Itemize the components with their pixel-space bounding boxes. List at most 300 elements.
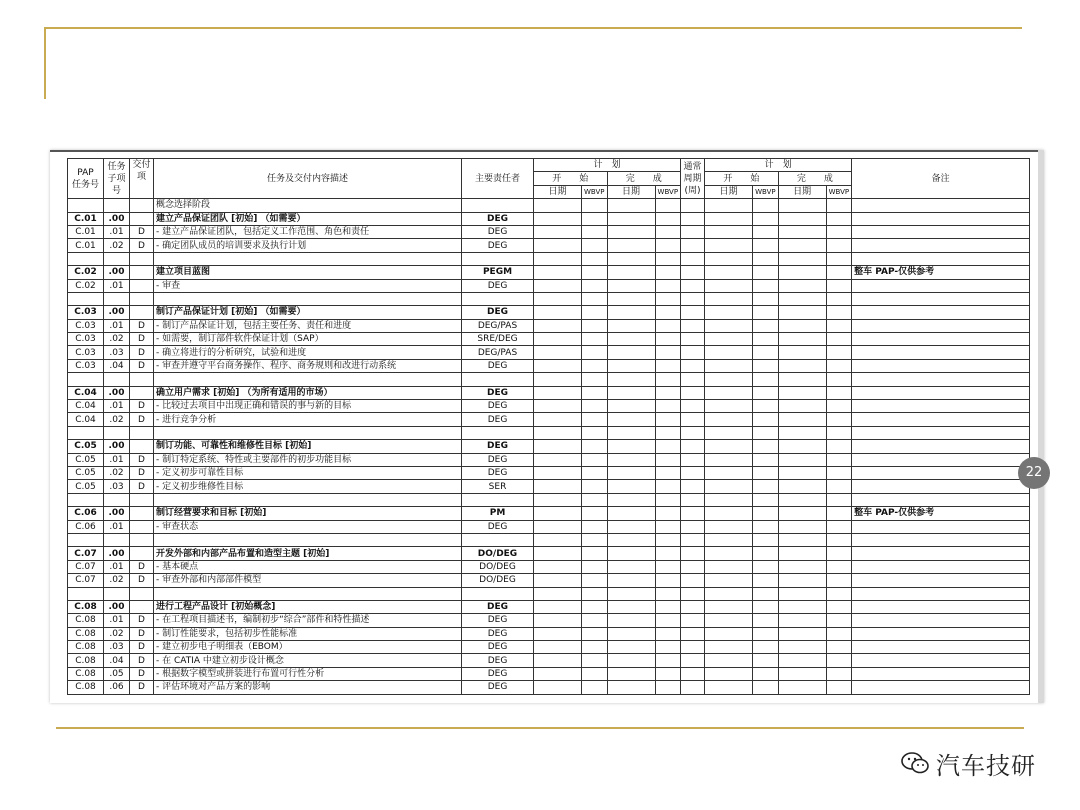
cell-schedule bbox=[753, 279, 779, 292]
cell-schedule bbox=[534, 493, 582, 506]
cell-deliverable bbox=[130, 507, 154, 520]
header-sub-no: 任务 子项 号 bbox=[104, 159, 130, 199]
cell-notes bbox=[852, 279, 1030, 292]
cell-schedule bbox=[534, 400, 582, 413]
cell-sub-no bbox=[104, 292, 130, 305]
cell-description bbox=[154, 373, 462, 386]
cell-notes bbox=[852, 292, 1030, 305]
cell-schedule bbox=[607, 667, 655, 680]
cell-schedule bbox=[655, 346, 681, 359]
cell-description: - 审查状态 bbox=[154, 520, 462, 533]
cell-description: 开发外部和内部产品布置和造型主题 [初始] bbox=[154, 547, 462, 560]
cell-schedule bbox=[607, 507, 655, 520]
cell-schedule bbox=[582, 239, 608, 252]
cell-pap-no: C.08 bbox=[68, 614, 104, 627]
cell-pap-no: C.04 bbox=[68, 400, 104, 413]
cell-owner: DEG bbox=[462, 627, 534, 640]
table-row bbox=[68, 654, 1030, 667]
cell-schedule bbox=[778, 306, 826, 319]
cell-schedule bbox=[607, 373, 655, 386]
cell-schedule bbox=[534, 453, 582, 466]
cell-owner: DEG bbox=[462, 453, 534, 466]
top-decorative-line bbox=[44, 27, 1022, 29]
cell-sub-no: .02 bbox=[104, 413, 130, 426]
cell-schedule bbox=[753, 440, 779, 453]
cell-owner: DEG/PAS bbox=[462, 319, 534, 332]
cell-notes bbox=[852, 641, 1030, 654]
cell-owner bbox=[462, 493, 534, 506]
cell-schedule bbox=[753, 319, 779, 332]
cell-schedule bbox=[826, 641, 852, 654]
cell-deliverable bbox=[130, 386, 154, 399]
cell-schedule bbox=[582, 587, 608, 600]
cell-schedule bbox=[582, 440, 608, 453]
cell-deliverable: D bbox=[130, 400, 154, 413]
header-start-1: 开 始 bbox=[534, 172, 608, 185]
cell-description: - 审查 bbox=[154, 279, 462, 292]
cell-schedule bbox=[753, 654, 779, 667]
cell-pap-no: C.08 bbox=[68, 600, 104, 613]
cell-schedule bbox=[582, 667, 608, 680]
cell-deliverable bbox=[130, 493, 154, 506]
cell-deliverable: D bbox=[130, 333, 154, 346]
cell-schedule bbox=[655, 400, 681, 413]
cell-schedule bbox=[582, 413, 608, 426]
cell-schedule bbox=[826, 252, 852, 265]
cell-deliverable bbox=[130, 600, 154, 613]
cell-schedule bbox=[655, 641, 681, 654]
header-finish-2: 完 成 bbox=[778, 172, 852, 185]
header-cycle: 通常 周期 (周) bbox=[681, 159, 705, 199]
cell-schedule bbox=[826, 346, 852, 359]
cell-sub-no bbox=[104, 533, 130, 546]
cell-schedule bbox=[655, 453, 681, 466]
cell-schedule bbox=[534, 212, 582, 225]
cell-schedule bbox=[655, 225, 681, 238]
cell-owner: DEG bbox=[462, 225, 534, 238]
cell-schedule bbox=[607, 346, 655, 359]
cell-description: - 在 CATIA 中建立初步设计概念 bbox=[154, 654, 462, 667]
cell-schedule bbox=[534, 279, 582, 292]
cell-schedule bbox=[607, 533, 655, 546]
cell-schedule bbox=[607, 252, 655, 265]
cell-schedule bbox=[534, 667, 582, 680]
cell-owner: DEG bbox=[462, 359, 534, 372]
cell-sub-no: .00 bbox=[104, 440, 130, 453]
cell-schedule bbox=[607, 212, 655, 225]
cell-schedule bbox=[655, 654, 681, 667]
cell-notes bbox=[852, 587, 1030, 600]
cell-schedule bbox=[826, 560, 852, 573]
cell-deliverable: D bbox=[130, 319, 154, 332]
cell-schedule bbox=[826, 681, 852, 694]
cell-schedule bbox=[753, 627, 779, 640]
cell-sub-no: .06 bbox=[104, 681, 130, 694]
cell-sub-no: .04 bbox=[104, 654, 130, 667]
cell-schedule bbox=[582, 279, 608, 292]
cell-schedule bbox=[826, 627, 852, 640]
cell-schedule bbox=[681, 400, 705, 413]
cell-owner bbox=[462, 533, 534, 546]
cell-schedule bbox=[681, 266, 705, 279]
table-row bbox=[68, 252, 1030, 265]
cell-sub-no: .00 bbox=[104, 547, 130, 560]
cell-schedule bbox=[753, 333, 779, 346]
cell-schedule bbox=[607, 654, 655, 667]
cell-schedule bbox=[582, 614, 608, 627]
cell-sub-no: .01 bbox=[104, 560, 130, 573]
cell-schedule bbox=[582, 453, 608, 466]
cell-schedule bbox=[534, 266, 582, 279]
cell-schedule bbox=[778, 333, 826, 346]
cell-schedule bbox=[607, 440, 655, 453]
cell-schedule bbox=[655, 574, 681, 587]
cell-schedule bbox=[826, 574, 852, 587]
cell-description: - 制订性能要求，包括初步性能标准 bbox=[154, 627, 462, 640]
cell-description bbox=[154, 587, 462, 600]
cell-sub-no: .02 bbox=[104, 574, 130, 587]
cell-owner: DEG bbox=[462, 400, 534, 413]
cell-schedule bbox=[778, 547, 826, 560]
cell-schedule bbox=[778, 480, 826, 493]
cell-schedule bbox=[705, 292, 753, 305]
cell-notes bbox=[852, 533, 1030, 546]
cell-description: 制订产品保证计划 [初始] （如需要） bbox=[154, 306, 462, 319]
cell-notes bbox=[852, 466, 1030, 479]
cell-schedule bbox=[778, 373, 826, 386]
cell-schedule bbox=[826, 667, 852, 680]
cell-schedule bbox=[705, 520, 753, 533]
cell-description: - 建立产品保证团队，包括定义工作范围、角色和责任 bbox=[154, 225, 462, 238]
cell-schedule bbox=[534, 520, 582, 533]
cell-deliverable bbox=[130, 547, 154, 560]
cell-description: - 在工程项目描述书，编制初步“综合”部件和特性描述 bbox=[154, 614, 462, 627]
cell-schedule bbox=[826, 493, 852, 506]
cell-schedule bbox=[582, 292, 608, 305]
cell-sub-no bbox=[104, 373, 130, 386]
cell-pap-no: C.08 bbox=[68, 667, 104, 680]
cell-schedule bbox=[607, 681, 655, 694]
cell-schedule bbox=[681, 319, 705, 332]
cell-deliverable: D bbox=[130, 614, 154, 627]
cell-schedule bbox=[753, 614, 779, 627]
cell-sub-no: .01 bbox=[104, 279, 130, 292]
table-row bbox=[68, 480, 1030, 493]
cell-sub-no bbox=[104, 426, 130, 439]
cell-owner: PM bbox=[462, 507, 534, 520]
cell-owner: DEG bbox=[462, 681, 534, 694]
cell-schedule bbox=[705, 239, 753, 252]
cell-schedule bbox=[778, 453, 826, 466]
cell-pap-no: C.06 bbox=[68, 507, 104, 520]
cell-schedule bbox=[655, 600, 681, 613]
cell-description: - 根据数字模型或拼装进行布置可行性分析 bbox=[154, 667, 462, 680]
cell-sub-no: .00 bbox=[104, 600, 130, 613]
table-row bbox=[68, 574, 1030, 587]
cell-schedule bbox=[534, 480, 582, 493]
cell-schedule bbox=[607, 600, 655, 613]
table-row bbox=[68, 346, 1030, 359]
cell-schedule bbox=[607, 386, 655, 399]
cell-notes bbox=[852, 493, 1030, 506]
cell-schedule bbox=[582, 493, 608, 506]
cell-schedule bbox=[582, 627, 608, 640]
cell-schedule bbox=[826, 386, 852, 399]
cell-description: - 基本硬点 bbox=[154, 560, 462, 573]
cell-owner: DEG bbox=[462, 614, 534, 627]
cell-owner: DO/DEG bbox=[462, 574, 534, 587]
cell-deliverable bbox=[130, 212, 154, 225]
cell-deliverable bbox=[130, 279, 154, 292]
cell-schedule bbox=[655, 440, 681, 453]
cell-notes bbox=[852, 346, 1030, 359]
cell-sub-no: .01 bbox=[104, 453, 130, 466]
cell-schedule bbox=[534, 600, 582, 613]
cell-schedule bbox=[753, 480, 779, 493]
cell-schedule bbox=[705, 681, 753, 694]
cell-schedule bbox=[655, 466, 681, 479]
watermark bbox=[900, 748, 1036, 778]
cell-schedule bbox=[753, 533, 779, 546]
cell-schedule bbox=[534, 319, 582, 332]
table-row bbox=[68, 681, 1030, 694]
cell-schedule bbox=[681, 480, 705, 493]
cell-owner: DEG bbox=[462, 413, 534, 426]
table-row bbox=[68, 614, 1030, 627]
table-row bbox=[68, 627, 1030, 640]
cell-deliverable: D bbox=[130, 681, 154, 694]
cell-schedule bbox=[826, 279, 852, 292]
cell-notes bbox=[852, 252, 1030, 265]
sheet-right-edge bbox=[1038, 150, 1044, 703]
pap-task-table bbox=[67, 158, 1030, 695]
cell-schedule bbox=[607, 627, 655, 640]
cell-schedule bbox=[655, 319, 681, 332]
cell-description bbox=[154, 292, 462, 305]
cell-pap-no: C.03 bbox=[68, 359, 104, 372]
cell-schedule bbox=[705, 574, 753, 587]
cell-schedule bbox=[681, 279, 705, 292]
cell-schedule bbox=[655, 426, 681, 439]
cell-pap-no bbox=[68, 373, 104, 386]
cell-schedule bbox=[705, 333, 753, 346]
cell-sub-no: .01 bbox=[104, 520, 130, 533]
table-row bbox=[68, 373, 1030, 386]
cell-pap-no: C.01 bbox=[68, 239, 104, 252]
cell-deliverable: D bbox=[130, 346, 154, 359]
cell-sub-no: .00 bbox=[104, 266, 130, 279]
cell-schedule bbox=[655, 306, 681, 319]
cell-owner: DEG bbox=[462, 279, 534, 292]
cell-schedule bbox=[778, 627, 826, 640]
cell-schedule bbox=[826, 654, 852, 667]
cell-pap-no: C.04 bbox=[68, 386, 104, 399]
cell-deliverable: D bbox=[130, 574, 154, 587]
cell-schedule bbox=[534, 466, 582, 479]
cell-schedule bbox=[582, 252, 608, 265]
table-row bbox=[68, 292, 1030, 305]
table-row bbox=[68, 400, 1030, 413]
cell-notes bbox=[852, 212, 1030, 225]
cell-notes bbox=[852, 239, 1030, 252]
cell-schedule bbox=[826, 413, 852, 426]
cell-schedule bbox=[705, 426, 753, 439]
cell-schedule bbox=[778, 600, 826, 613]
cell-schedule bbox=[607, 333, 655, 346]
header-date: 日期 bbox=[607, 185, 655, 198]
cell-schedule bbox=[778, 587, 826, 600]
cell-pap-no: C.05 bbox=[68, 440, 104, 453]
cell-owner: DEG bbox=[462, 667, 534, 680]
cell-schedule bbox=[607, 520, 655, 533]
cell-schedule bbox=[705, 453, 753, 466]
cell-owner bbox=[462, 252, 534, 265]
cell-deliverable: D bbox=[130, 654, 154, 667]
cell-sub-no: .01 bbox=[104, 319, 130, 332]
cell-schedule bbox=[607, 199, 655, 212]
cell-schedule bbox=[753, 493, 779, 506]
cell-schedule bbox=[705, 252, 753, 265]
cell-description: - 如需要，制订部件软件保证计划（SAP） bbox=[154, 333, 462, 346]
table-row bbox=[68, 440, 1030, 453]
cell-schedule bbox=[582, 266, 608, 279]
cell-pap-no: C.07 bbox=[68, 560, 104, 573]
cell-schedule bbox=[778, 520, 826, 533]
cell-schedule bbox=[705, 225, 753, 238]
cell-schedule bbox=[534, 359, 582, 372]
cell-schedule bbox=[753, 373, 779, 386]
table-row bbox=[68, 520, 1030, 533]
cell-pap-no bbox=[68, 587, 104, 600]
cell-sub-no: .00 bbox=[104, 306, 130, 319]
table-row bbox=[68, 426, 1030, 439]
cell-schedule bbox=[826, 587, 852, 600]
cell-owner: DO/DEG bbox=[462, 560, 534, 573]
cell-schedule bbox=[778, 440, 826, 453]
cell-notes bbox=[852, 520, 1030, 533]
cell-deliverable bbox=[130, 266, 154, 279]
cell-sub-no: .01 bbox=[104, 400, 130, 413]
cell-schedule bbox=[607, 266, 655, 279]
cell-schedule bbox=[705, 373, 753, 386]
cell-schedule bbox=[534, 413, 582, 426]
cell-pap-no: C.08 bbox=[68, 654, 104, 667]
cell-schedule bbox=[826, 426, 852, 439]
cell-schedule bbox=[753, 587, 779, 600]
cell-description: 概念选择阶段 bbox=[154, 199, 462, 212]
cell-schedule bbox=[826, 292, 852, 305]
cell-description: 建立项目蓝图 bbox=[154, 266, 462, 279]
cell-schedule bbox=[681, 627, 705, 640]
cell-schedule bbox=[705, 306, 753, 319]
cell-description: - 制订特定系统、特性或主要部件的初步功能目标 bbox=[154, 453, 462, 466]
cell-schedule bbox=[607, 306, 655, 319]
table-row bbox=[68, 266, 1030, 279]
table-row bbox=[68, 547, 1030, 560]
cell-schedule bbox=[705, 507, 753, 520]
cell-schedule bbox=[778, 199, 826, 212]
cell-schedule bbox=[826, 480, 852, 493]
cell-sub-no: .03 bbox=[104, 641, 130, 654]
cell-schedule bbox=[705, 386, 753, 399]
cell-schedule bbox=[778, 266, 826, 279]
cell-schedule bbox=[607, 400, 655, 413]
cell-sub-no bbox=[104, 587, 130, 600]
header-date: 日期 bbox=[778, 185, 826, 198]
cell-sub-no: .01 bbox=[104, 225, 130, 238]
cell-owner bbox=[462, 373, 534, 386]
cell-schedule bbox=[778, 252, 826, 265]
cell-notes bbox=[852, 426, 1030, 439]
header-wbvp: WBVP bbox=[582, 185, 608, 198]
cell-pap-no: C.05 bbox=[68, 466, 104, 479]
cell-schedule bbox=[753, 466, 779, 479]
cell-owner: DEG bbox=[462, 212, 534, 225]
cell-schedule bbox=[753, 413, 779, 426]
cell-pap-no: C.04 bbox=[68, 413, 104, 426]
cell-deliverable bbox=[130, 533, 154, 546]
cell-schedule bbox=[582, 520, 608, 533]
cell-schedule bbox=[826, 319, 852, 332]
cell-notes bbox=[852, 667, 1030, 680]
cell-schedule bbox=[681, 333, 705, 346]
cell-schedule bbox=[705, 199, 753, 212]
cell-notes bbox=[852, 225, 1030, 238]
cell-deliverable: D bbox=[130, 641, 154, 654]
cell-sub-no: .02 bbox=[104, 466, 130, 479]
cell-description: 建立产品保证团队 [初始] （如需要） bbox=[154, 212, 462, 225]
cell-deliverable: D bbox=[130, 466, 154, 479]
cell-notes bbox=[852, 574, 1030, 587]
cell-schedule bbox=[705, 400, 753, 413]
cell-deliverable bbox=[130, 426, 154, 439]
cell-schedule bbox=[655, 520, 681, 533]
cell-schedule bbox=[534, 306, 582, 319]
cell-schedule bbox=[534, 574, 582, 587]
cell-schedule bbox=[826, 199, 852, 212]
table-row bbox=[68, 533, 1030, 546]
cell-schedule bbox=[705, 440, 753, 453]
cell-schedule bbox=[655, 587, 681, 600]
cell-schedule bbox=[534, 225, 582, 238]
sheet-top-edge bbox=[50, 150, 1044, 152]
cell-schedule bbox=[826, 400, 852, 413]
cell-schedule bbox=[534, 641, 582, 654]
cell-owner: SER bbox=[462, 480, 534, 493]
cell-schedule bbox=[655, 212, 681, 225]
cell-owner bbox=[462, 292, 534, 305]
cell-schedule bbox=[607, 239, 655, 252]
table-row bbox=[68, 333, 1030, 346]
cell-notes: 整车 PAP-仅供参考 bbox=[852, 266, 1030, 279]
cell-sub-no: .02 bbox=[104, 333, 130, 346]
cell-schedule bbox=[582, 225, 608, 238]
cell-schedule bbox=[655, 373, 681, 386]
cell-notes bbox=[852, 359, 1030, 372]
cell-description: - 建立初步电子明细表（EBOM） bbox=[154, 641, 462, 654]
cell-schedule bbox=[681, 641, 705, 654]
cell-schedule bbox=[705, 266, 753, 279]
cell-pap-no: C.06 bbox=[68, 520, 104, 533]
cell-sub-no: .00 bbox=[104, 212, 130, 225]
cell-owner: DEG bbox=[462, 466, 534, 479]
cell-schedule bbox=[705, 533, 753, 546]
cell-deliverable bbox=[130, 440, 154, 453]
cell-schedule bbox=[681, 199, 705, 212]
cell-description: 进行工程产品设计 [初始概念] bbox=[154, 600, 462, 613]
cell-schedule bbox=[753, 520, 779, 533]
cell-pap-no: C.01 bbox=[68, 212, 104, 225]
